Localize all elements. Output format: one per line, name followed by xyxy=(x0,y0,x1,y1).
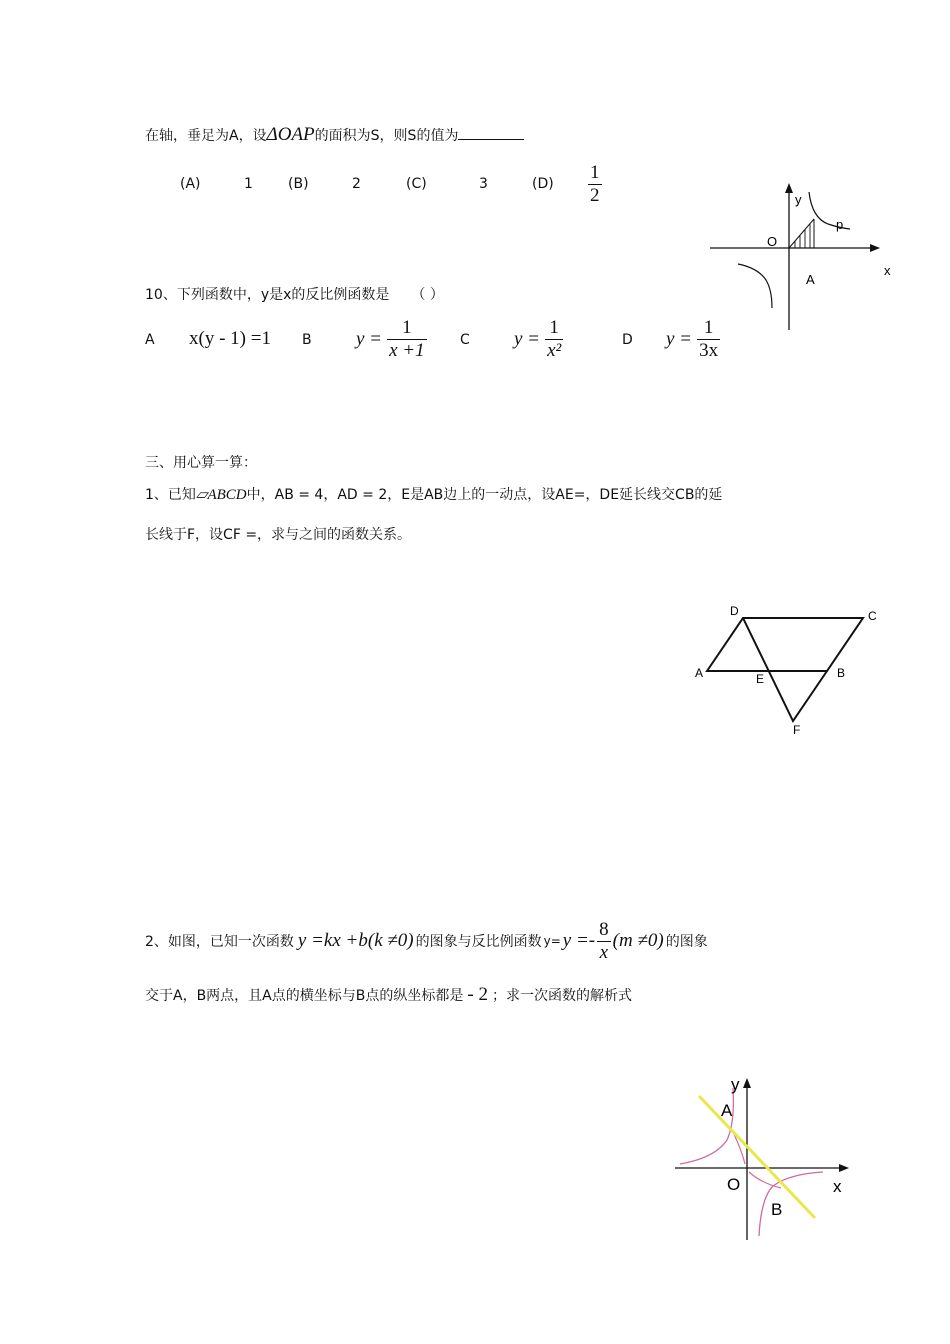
q10-option-d-expr xyxy=(666,317,720,362)
q9-label-x: x xyxy=(884,263,891,278)
p2-x-arrow xyxy=(839,1164,849,1172)
p2-label-x: x xyxy=(833,1177,842,1196)
problem-2-value: - 2 xyxy=(467,984,488,1005)
problem-1-prefix: 1、已知 xyxy=(145,487,196,503)
q9-triangle: ΔOAP xyxy=(266,124,315,145)
q10-option-d-fraction xyxy=(697,317,720,362)
q10-option-a-label: A xyxy=(145,332,155,348)
p2-label-b: B xyxy=(771,1200,783,1219)
q9-option-d-den: 2 xyxy=(590,184,600,206)
problem-2-line-2-suffix: ；求一次函数的解析式 xyxy=(491,988,632,1004)
q9-option-a-value: 1 xyxy=(244,176,253,192)
label-d: D xyxy=(730,604,739,618)
parallelogram-abcd xyxy=(707,618,863,671)
problem-2-linear: y =kx +b(k ≠0) xyxy=(297,930,414,951)
problem-2-line-1 xyxy=(145,918,708,964)
q9-figure xyxy=(700,178,905,338)
q9-answer-blank xyxy=(458,125,524,140)
q10-option-b-label: B xyxy=(302,332,312,348)
problem-2-inv-fraction xyxy=(597,919,611,964)
problem-2-inv-num: 8 xyxy=(599,918,609,940)
q10-option-b-num: 1 xyxy=(402,317,412,338)
q10-option-b-lhs: y = xyxy=(356,328,383,350)
p2-label-y: y xyxy=(731,1075,740,1094)
problem-1-line-1 xyxy=(145,484,722,504)
problem-2-mid: 的图象与反比例函数 xyxy=(415,934,542,950)
problem-2-line-2-prefix: 交于A，B两点，且A点的横坐标与B点的纵坐标都是 xyxy=(145,988,464,1004)
q9-hyperbola-upper xyxy=(809,192,850,229)
q9-label-p: p xyxy=(836,217,844,232)
q9-option-c-label: (C) xyxy=(406,176,427,192)
q10-option-c-fraction xyxy=(545,317,563,362)
q9-option-d-fraction xyxy=(588,162,602,207)
q9-hyperbola-lower xyxy=(738,264,772,308)
problem-1-parallelogram: ▱ABCD xyxy=(195,487,247,503)
q10-option-c-lhs: y = xyxy=(514,328,541,350)
p2-y-arrow xyxy=(743,1078,751,1088)
q9-y-arrow xyxy=(785,183,793,193)
q10-paren: （ ） xyxy=(411,287,444,303)
problem-1-figure xyxy=(690,600,890,740)
p2-hyperbola-lower-right xyxy=(759,1172,823,1236)
problem-2-suffix: 的图象 xyxy=(665,934,708,950)
problem-2-prefix: 2、如图，已知一次函数 xyxy=(145,934,294,950)
problem-2-inv-den: x xyxy=(597,941,611,964)
q10-option-d-num: 1 xyxy=(703,317,714,338)
q9-line xyxy=(145,124,524,146)
problem-2-figure xyxy=(665,1068,865,1248)
q10-option-c-label: C xyxy=(460,332,470,348)
p2-linear-line xyxy=(699,1096,815,1218)
label-a: A xyxy=(695,666,704,680)
q9-suffix: 的面积为S，则S的值为 xyxy=(314,128,459,144)
problem-2-ylabel: y= xyxy=(543,934,561,948)
q10-stem xyxy=(145,284,444,304)
label-f: F xyxy=(793,723,801,737)
p2-hyperbola-upper-left xyxy=(680,1088,733,1164)
q9-option-c-value: 3 xyxy=(479,176,488,192)
p2-label-a: A xyxy=(721,1101,733,1120)
q10-stem-text: 10、下列函数中，y是x的反比例函数是 xyxy=(145,287,390,303)
q9-option-b-label: (B) xyxy=(288,176,309,192)
q9-label-o: O xyxy=(767,234,778,249)
q10-option-d-lhs: y = xyxy=(666,328,693,350)
q9-label-a: A xyxy=(806,272,815,287)
q9-option-d-label: (D) xyxy=(532,176,554,192)
q9-option-a-label: (A) xyxy=(180,176,201,192)
q10-option-d-label: D xyxy=(622,332,633,348)
problem-1-line-2: 长线于F，设CF =，求与之间的函数关系。 xyxy=(145,527,412,543)
q10-option-b-fraction xyxy=(387,317,427,362)
label-e: E xyxy=(756,672,765,686)
q10-option-d-den: 3x xyxy=(699,339,719,361)
q9-x-arrow xyxy=(870,244,880,252)
q10-option-a-expr: x(y - 1) =1 xyxy=(189,328,271,349)
problem-1-suffix: 中，AB = 4，AD = 2，E是AB边上的一动点，设AE=，DE延长线交CB的延 xyxy=(246,487,723,503)
label-b: B xyxy=(837,666,846,680)
q9-label-y: y xyxy=(795,192,802,207)
q10-option-b-expr xyxy=(356,317,427,362)
p2-hyperbola-lower-inner xyxy=(749,1172,781,1188)
p2-label-o: O xyxy=(727,1175,741,1194)
label-c: C xyxy=(868,609,877,623)
q9-option-b-value: 2 xyxy=(352,176,361,192)
q10-option-c-expr xyxy=(514,317,563,362)
q10-option-c-num: 1 xyxy=(549,317,559,338)
q10-option-c-den: x² xyxy=(547,339,562,361)
q9-prefix: 在轴，垂足为A，设 xyxy=(145,128,267,144)
problem-2-inv-cond: (m ≠0) xyxy=(612,930,664,951)
segment-dfc xyxy=(743,618,827,721)
problem-2-inv-lhs: y =- xyxy=(562,930,596,951)
problem-2-line-2 xyxy=(145,984,632,1006)
q10-option-b-den: x +1 xyxy=(389,339,425,361)
q9-option-d-num: 1 xyxy=(590,162,600,183)
section-3-heading: 三、用心算一算： xyxy=(145,455,257,471)
